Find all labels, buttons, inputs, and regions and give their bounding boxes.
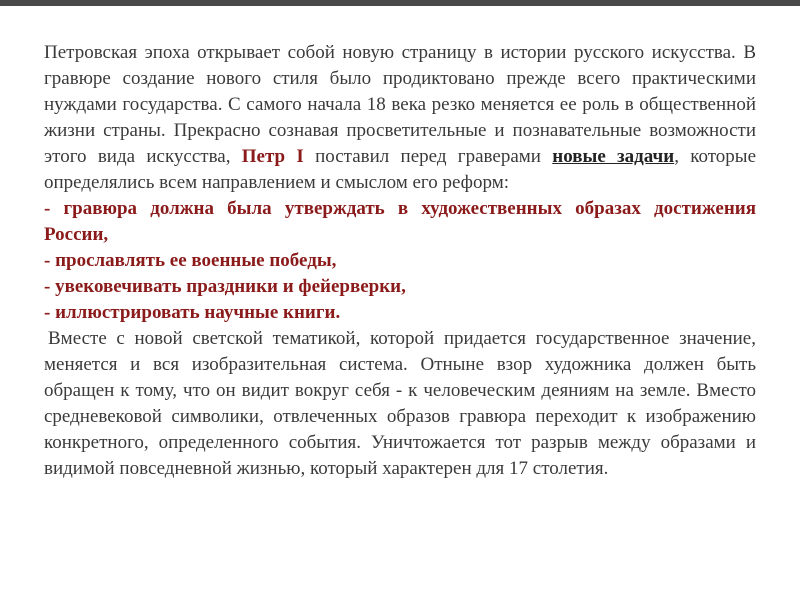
conclusion-paragraph: Вместе с новой светской тематикой, которой придается государственное значение, меняется и вся изобразительная система. Отныне взор художника должен быть обращен к тому, что он видит вокруг себя - к человеческим деяниям на земле. Вместо средневековой символики, отвлеченных образов гравюра переходит к изображению конкретного, определенного события. Уничтожается тот разрыв между образами и видимой повседневной жизнью, который характерен для 17 столетия. bbox=[44, 328, 756, 479]
bullet-item: - увековечивать праздники и фейерверки, bbox=[44, 276, 406, 297]
peter-name: Петр I bbox=[241, 146, 304, 167]
intro-text-3: , которые определялись всем направлением и смыслом его реформ: bbox=[44, 146, 757, 193]
new-tasks-emphasis: новые задачи bbox=[552, 146, 675, 167]
intro-text-2: поставил перед граверами bbox=[315, 146, 541, 167]
intro-paragraph bbox=[44, 40, 756, 196]
top-bar bbox=[0, 0, 800, 6]
bullet-item: - иллюстрировать научные книги. bbox=[44, 302, 341, 323]
bullet-item: - гравюра должна была утверждать в художественных образах достижения России, bbox=[44, 198, 756, 245]
intro-text-1: Петровская эпоха открывает собой новую страницу в истории русского искусства. В гравюре создание нового стиля было продиктовано прежде всего практическими нуждами государства. С самого начала 18 века резко меняется ее роль в общественной жизни страны. Прекрасно сознавая просветительные и познавательные возможности этого вида искусства, bbox=[44, 42, 756, 167]
bullet-item: - прославлять ее военные победы, bbox=[44, 250, 337, 271]
slide-content bbox=[44, 40, 756, 482]
